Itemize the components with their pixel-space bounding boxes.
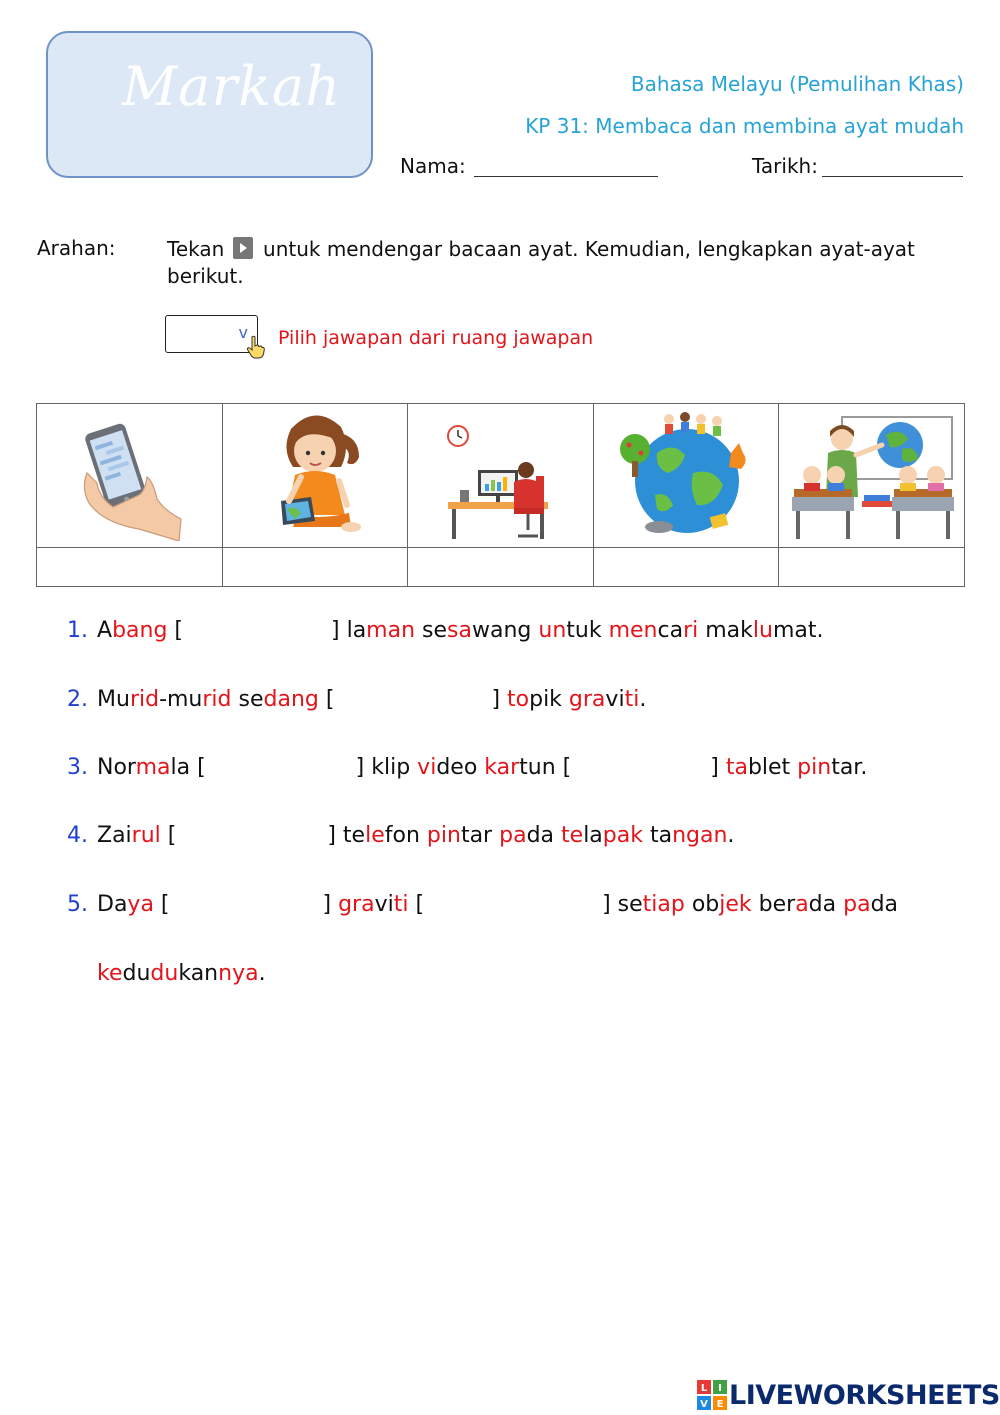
picture-cell (37, 404, 223, 548)
highlighted-syllable: men (608, 618, 658, 643)
date-field[interactable] (822, 176, 963, 177)
highlighted-syllable: ti (393, 892, 409, 917)
sentence-text: blet (747, 755, 798, 780)
name-field[interactable] (474, 176, 658, 177)
sentence-text: pik (529, 687, 569, 712)
sentence-text: deo (436, 755, 485, 780)
sentence-text: vi (374, 892, 394, 917)
question-row (67, 755, 867, 780)
sentence-text: ] klip (355, 755, 418, 780)
picture-cell (222, 404, 408, 548)
logo-cube-letter: V (700, 1399, 708, 1410)
picture-table (36, 403, 965, 587)
highlighted-syllable: bang (112, 618, 168, 643)
sentence-text: la [ (170, 755, 206, 780)
question-row (67, 892, 898, 917)
highlighted-syllable: tiap (642, 892, 685, 917)
sentence-text: tuk (566, 618, 609, 643)
highlighted-syllable: te (561, 823, 584, 848)
dropdown-hint: Pilih jawapan dari ruang jawapan (278, 327, 594, 349)
question-row (67, 823, 734, 848)
answer-cell[interactable] (37, 548, 223, 587)
highlighted-syllable: pa (843, 892, 871, 917)
sentence-text: kan (178, 961, 219, 986)
picture-cell (408, 404, 594, 548)
sentence-text: . (727, 823, 735, 848)
answer-cell[interactable] (408, 548, 594, 587)
chevron-down-icon: v (238, 323, 248, 342)
sentence-text: Mu (97, 687, 130, 712)
sentence-text: [ (160, 823, 177, 848)
question-number: 3. (67, 755, 88, 780)
highlighted-syllable: jek (719, 892, 752, 917)
sentence-text: tar. (831, 755, 868, 780)
question-row (67, 687, 646, 712)
score-box (46, 31, 373, 178)
pointer-hand-icon (245, 335, 265, 359)
instructions-text (167, 236, 957, 290)
liveworksheets-logo (697, 1378, 1000, 1412)
sentence-text: ob (684, 892, 720, 917)
highlighted-syllable: nya (218, 961, 259, 986)
play-audio-icon[interactable] (233, 237, 253, 259)
sentence-text: fon (384, 823, 427, 848)
instructions-label: Arahan: (37, 236, 116, 260)
sentence-text: . (639, 687, 647, 712)
question-number: 1. (67, 618, 88, 643)
highlighted-syllable: pin (797, 755, 832, 780)
picture-cell (779, 404, 965, 548)
sentence-text: ] la (331, 618, 367, 643)
sentence-text: ] se (602, 892, 643, 917)
sentence-text: ] (322, 892, 339, 917)
highlighted-syllable: sa (447, 618, 472, 643)
sentence-text: -mu (159, 687, 203, 712)
sentence-text: [ (408, 892, 425, 917)
highlighted-syllable: le (365, 823, 385, 848)
highlighted-syllable: ma (135, 755, 171, 780)
highlighted-syllable: to (507, 687, 530, 712)
sentence-text: mat. (772, 618, 824, 643)
sentence-text: . (258, 961, 266, 986)
highlighted-syllable: man (366, 618, 416, 643)
sentence-text: se (231, 687, 264, 712)
highlighted-syllable: gra (338, 892, 375, 917)
girl-with-tablet-icon (255, 409, 375, 543)
sentence-text: du (122, 961, 151, 986)
highlighted-syllable: ta (725, 755, 748, 780)
highlighted-syllable: rid (202, 687, 232, 712)
sentence-text: [ (318, 687, 335, 712)
date-label: Tarikh: (752, 154, 818, 178)
highlighted-syllable: ya (127, 892, 154, 917)
highlighted-syllable: kar (484, 755, 520, 780)
topic-title: KP 31: Membaca dan membina ayat mudah (525, 114, 964, 138)
sentence-text: Da (97, 892, 128, 917)
instructions-text-start: Tekan (167, 237, 225, 261)
sentence-text: [ (167, 618, 183, 643)
picture-cell (593, 404, 779, 548)
sentence-text: tar (460, 823, 500, 848)
earth-globe-with-children-icon (611, 409, 761, 543)
highlighted-syllable: ke (97, 961, 123, 986)
highlighted-syllable: rid (129, 687, 160, 712)
sentence-text: da (870, 892, 899, 917)
sentence-text: vi (605, 687, 625, 712)
question-number: 2. (67, 687, 88, 712)
highlighted-syllable: du (150, 961, 179, 986)
highlighted-syllable: gra (568, 687, 606, 712)
teacher-with-pupils-icon (786, 409, 958, 543)
sentence-text: ta (642, 823, 673, 848)
highlighted-syllable: dang (263, 687, 319, 712)
sentence-text: [ (153, 892, 170, 917)
sentence-text: da (526, 823, 562, 848)
logo-cube-letter: E (716, 1399, 724, 1410)
sentence-text: Nor (97, 755, 136, 780)
sentence-text: Zai (97, 823, 132, 848)
sentence-text: ] (491, 687, 508, 712)
highlighted-syllable: ri (683, 618, 699, 643)
logo-cube-icon (697, 1380, 727, 1410)
highlighted-syllable: pin (426, 823, 461, 848)
subject-title: Bahasa Melayu (Pemulihan Khas) (630, 72, 964, 96)
sentence-text: tun [ (519, 755, 572, 780)
highlighted-syllable: a (795, 892, 809, 917)
name-label: Nama: (400, 154, 466, 178)
answer-cell[interactable] (222, 548, 408, 587)
smartphone-in-hand-icon (69, 411, 189, 541)
answer-cell[interactable] (779, 548, 965, 587)
sentence-text: ber (751, 892, 796, 917)
answer-cell[interactable] (593, 548, 779, 587)
sentence-text: ] (710, 755, 726, 780)
sentence-text: da (808, 892, 844, 917)
person-at-computer-desk-icon (440, 412, 560, 540)
question-number: 4. (67, 823, 88, 848)
highlighted-syllable: vi (417, 755, 437, 780)
question-number: 5. (67, 892, 88, 917)
score-label: Markah (122, 55, 341, 118)
sentence-text: ] te (327, 823, 366, 848)
highlighted-syllable: rul (131, 823, 161, 848)
question-row (67, 618, 824, 643)
logo-cube-letter: I (718, 1383, 722, 1394)
instructions-text-end: untuk mendengar bacaan ayat. Kemudian, lengkapkan ayat-ayat berikut. (167, 237, 915, 288)
sentence-text: wang (471, 618, 539, 643)
highlighted-syllable: lu (752, 618, 773, 643)
logo-cube-letter: L (700, 1383, 708, 1394)
brand-name: LIVEWORKSHEETS (729, 1379, 1000, 1411)
sentence-text: A (97, 618, 113, 643)
question-row-continuation (97, 961, 266, 986)
sentence-text: se (415, 618, 448, 643)
highlighted-syllable: ti (624, 687, 640, 712)
highlighted-syllable: un (538, 618, 567, 643)
highlighted-syllable: pa (499, 823, 527, 848)
highlighted-syllable: pak (602, 823, 643, 848)
sentence-text: mak (698, 618, 753, 643)
sentence-text: la (583, 823, 603, 848)
sentence-text: ca (657, 618, 684, 643)
highlighted-syllable: ngan (672, 823, 728, 848)
